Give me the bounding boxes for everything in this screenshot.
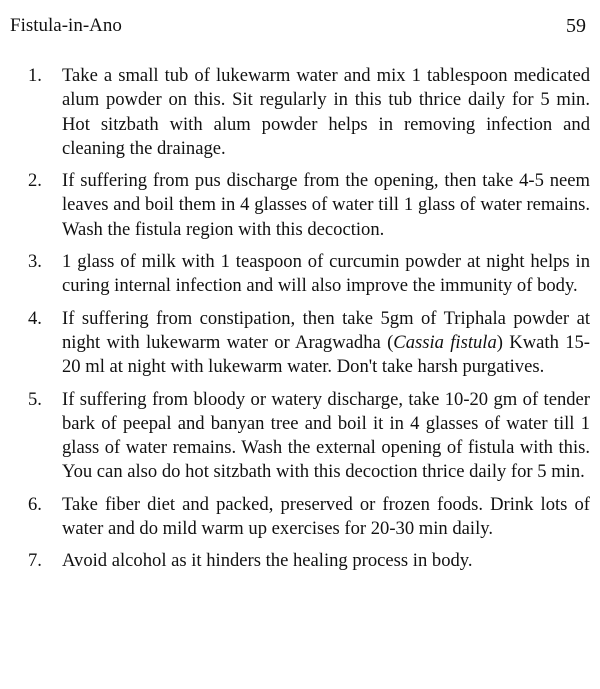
list-item	[28, 169, 590, 242]
list-item-number: 6.	[28, 493, 42, 515]
list-item-text	[62, 307, 590, 380]
text-segment: If suffering from constipation, then take 5gm of Triphala powder at night with lukewarm water or Aragwadha (	[62, 307, 590, 353]
list-item	[28, 388, 590, 485]
remedy-list	[28, 64, 590, 582]
page-number: 59	[566, 15, 586, 37]
list-item	[28, 307, 590, 380]
botanical-name: Cassia fistula	[393, 331, 497, 353]
list-item	[28, 64, 590, 161]
list-item-text: Take a small tub of lukewarm water and mix 1 tablespoon medicated alum powder on this. Sit regularly in this tub thrice daily for 5 min. Hot sitzbath with alum powder helps in removing infection and cleaning the drainage.	[62, 65, 590, 159]
list-item-text: Take fiber diet and packed, preserved or frozen foods. Drink lots of water and do mild warm up exercises for 20-30 min daily.	[62, 493, 590, 540]
list-item	[28, 250, 590, 299]
list-item	[28, 549, 590, 573]
list-item-number: 3.	[28, 251, 42, 273]
list-item-number: 4.	[28, 307, 42, 329]
list-item-number: 5.	[28, 388, 42, 410]
list-item-text: If suffering from pus discharge from the opening, then take 4-5 neem leaves and boil them in 4 glasses of water till 1 glass of water remains. Wash the fistula region with this decoction.	[62, 170, 590, 240]
list-item-text: If suffering from bloody or watery discharge, take 10-20 gm of tender bark of peepal and banyan tree and boil it in 4 glasses of water till 1 glass of water remains. Wash the external opening of fistula with this. You can also do hot sitzbath with this decoction thrice daily for 5 min.	[62, 388, 590, 483]
running-head-title: Fistula-in-Ano	[10, 15, 122, 36]
list-item-number: 1.	[28, 65, 42, 86]
list-item-number: 2.	[28, 170, 42, 192]
list-item-text: Avoid alcohol as it hinders the healing process in body.	[62, 550, 473, 572]
list-item-text: 1 glass of milk with 1 teaspoon of curcumin powder at night helps in curing internal infection and will also improve the immunity of body.	[62, 251, 590, 297]
text-segment: ) Kwath 15-20 ml at night with lukewarm water. Don't take harsh purgatives.	[62, 331, 590, 378]
list-item-number: 7.	[28, 550, 42, 572]
list-item	[28, 493, 590, 542]
